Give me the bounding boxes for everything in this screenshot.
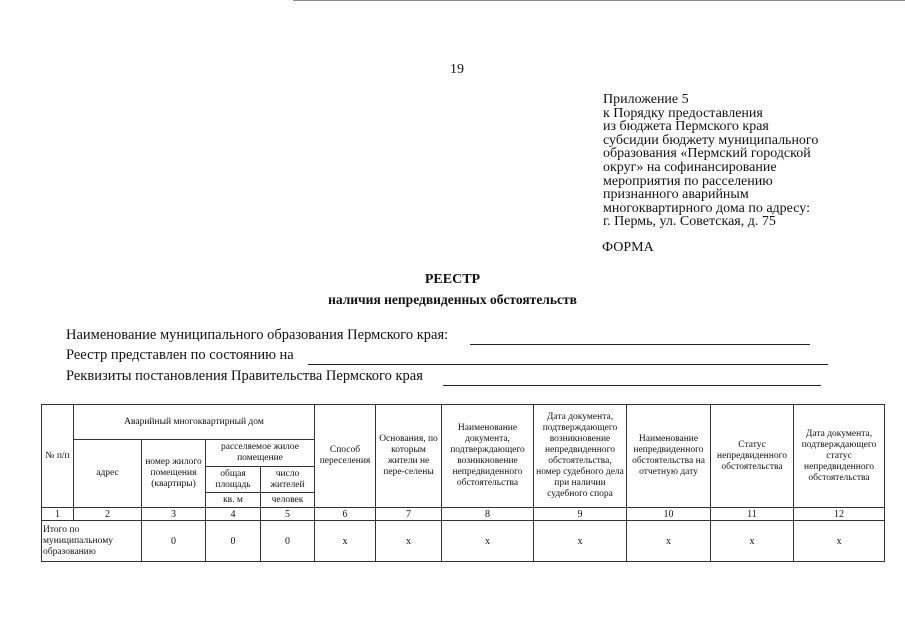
total-cell[interactable]: x <box>376 521 442 562</box>
annex-line: образования «Пермский городской <box>603 146 811 162</box>
column-number: 9 <box>534 508 627 521</box>
column-number: 11 <box>711 508 794 521</box>
total-label: Итого по муниципальному образованию <box>42 521 142 562</box>
field-municipality-label: Наименование муниципального образования Пермского края: <box>66 327 449 343</box>
document-subtitle: наличия непредвиденных обстоятельств <box>328 292 577 307</box>
column-number: 5 <box>261 508 315 521</box>
field-resolution-blank[interactable] <box>443 385 821 386</box>
column-number: 7 <box>376 508 442 521</box>
document-title: РЕЕСТР <box>424 272 481 287</box>
annex-line: Приложение 5 <box>603 92 689 107</box>
field-municipality <box>66 327 448 344</box>
annex-line: мероприятия по расселению <box>603 173 773 189</box>
column-number: 12 <box>794 508 885 521</box>
field-resolution-label: Реквизиты постановления Правительства Пермского края <box>66 368 423 384</box>
header-circumstance-name: Наименование непредвиденного обстоятельства на отчетную дату <box>627 405 711 508</box>
column-number: 1 <box>42 508 74 521</box>
total-cell[interactable]: x <box>627 521 711 562</box>
unit-persons: человек <box>261 493 315 508</box>
annex-line: к Порядку предоставления <box>603 105 763 121</box>
annex-line: г. Пермь, ул. Советская, д. 75 <box>603 214 776 230</box>
top-border-line <box>293 0 905 1</box>
annex-line: признанного аварийным <box>603 187 749 203</box>
column-number: 4 <box>206 508 261 521</box>
total-cell[interactable]: x <box>442 521 534 562</box>
total-cell[interactable]: 0 <box>206 521 261 562</box>
header-total-area: общая площадь <box>206 467 261 493</box>
total-cell[interactable]: x <box>794 521 885 562</box>
annex-header <box>603 93 893 229</box>
header-reasons: Основания, по которым жители не пере-селены <box>376 405 442 508</box>
header-document-name: Наименование документа, подтверждающего возникновение непредвиденного обстоятельства <box>442 405 534 508</box>
header-number: № п/п <box>42 405 74 508</box>
total-cell[interactable]: 0 <box>261 521 315 562</box>
header-relocation-method: Способ переселения <box>315 405 376 508</box>
unit-sq-m: кв. м <box>206 493 261 508</box>
header-apartment-number: номер жилого помещения (квартиры) <box>142 440 206 508</box>
header-circumstance-status: Статус непредвиденного обстоятельства <box>711 405 794 508</box>
column-number: 8 <box>442 508 534 521</box>
page-number: 19 <box>450 62 464 77</box>
total-row <box>42 521 885 562</box>
header-residents-count: число жителей <box>261 467 315 493</box>
column-number: 3 <box>142 508 206 521</box>
total-cell[interactable]: x <box>711 521 794 562</box>
header-status-document-date: Дата документа, подтверждающего статус непредвиденного обстоятельства <box>794 405 885 508</box>
field-as-of-date <box>66 347 294 364</box>
annex-line: из бюджета Пермского края <box>603 119 769 135</box>
total-cell[interactable]: x <box>534 521 627 562</box>
header-document-date: Дата документа, подтверждающего возникновение непредвиденного обстоятельства, номер судебного дела при наличии судебного спора <box>534 405 627 508</box>
registry-table <box>41 404 885 562</box>
field-municipality-blank[interactable] <box>470 344 810 345</box>
field-resolution <box>66 368 423 385</box>
header-address: адрес <box>74 440 142 508</box>
field-as-of-date-label: Реестр представлен по состоянию на <box>66 347 294 363</box>
annex-line: округ» на софинансирование <box>603 159 777 175</box>
form-label: ФОРМА <box>602 240 654 255</box>
column-number: 10 <box>627 508 711 521</box>
annex-line: субсидии бюджету муниципального <box>603 132 819 148</box>
field-as-of-date-blank[interactable] <box>308 364 828 365</box>
header-vacated-premises: расселяемое жилое помещение <box>206 440 315 467</box>
annex-line: многоквартирного дома по адресу: <box>603 200 810 216</box>
column-number: 2 <box>74 508 142 521</box>
total-cell[interactable]: 0 <box>142 521 206 562</box>
column-number: 6 <box>315 508 376 521</box>
total-cell[interactable]: x <box>315 521 376 562</box>
header-emergency-house: Аварийный многоквартирный дом <box>74 405 315 440</box>
